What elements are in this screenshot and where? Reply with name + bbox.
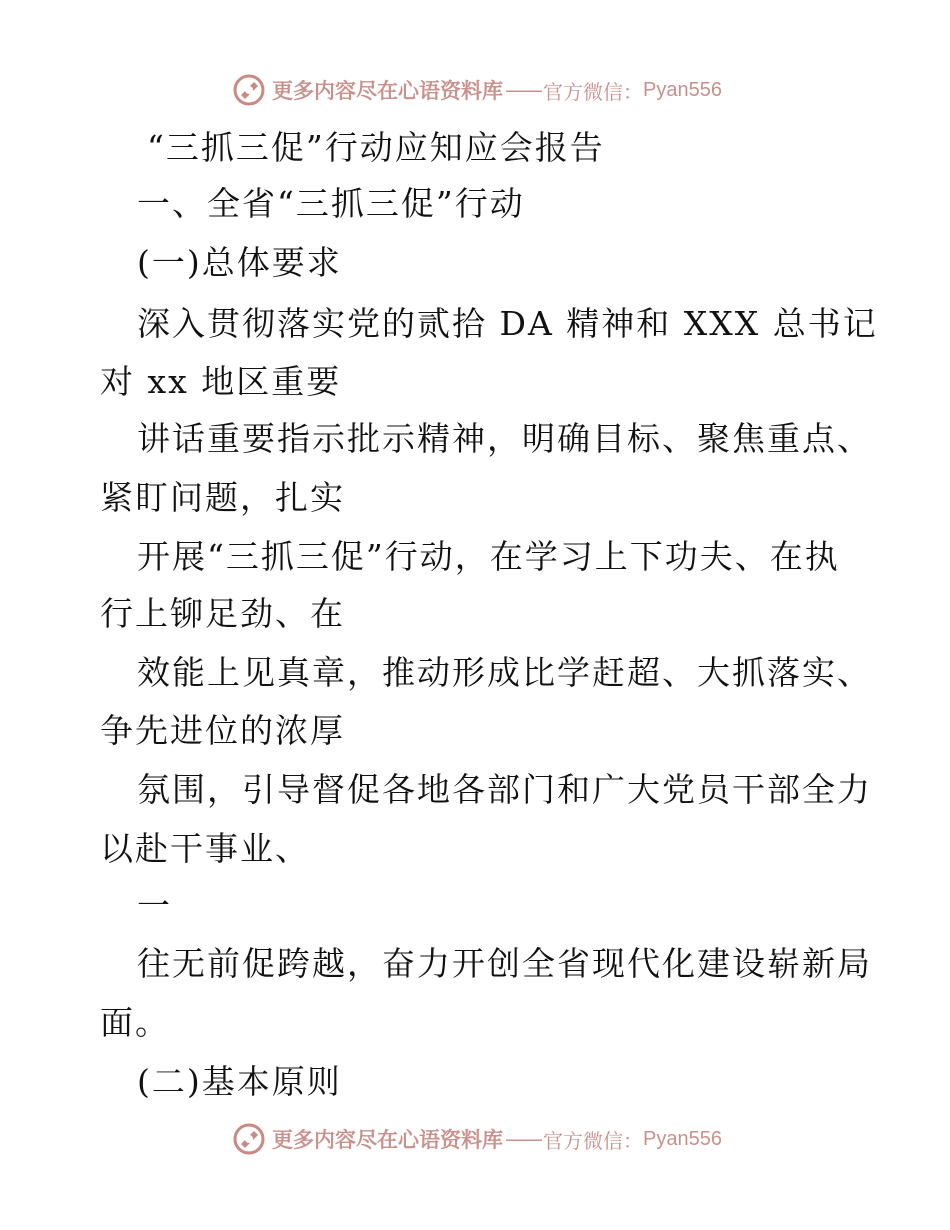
watermark-label: 官方微信： [543,79,643,104]
paragraph-line: 对 xx 地区重要 [100,362,342,401]
watermark-dash: —— [505,1127,541,1151]
paragraph-line: 氛围，引导督促各地各部门和广大党员干部全力 [137,770,872,809]
paragraph-line: 效能上见真章，推动形成比学赶超、大抓落实、 [137,653,872,692]
watermark-banner-top [232,72,722,108]
paragraph-line: 面。 [100,1003,170,1042]
document-title: “三抓三促”行动应知应会报告 [147,128,605,167]
paragraph-line: 一 [137,886,172,925]
paragraph-line: 以赴干事业、 [100,829,310,868]
watermark-banner-bottom [232,1121,722,1157]
stamp-logo-icon [232,73,266,107]
paragraph-line: 行上铆足劲、在 [100,594,345,633]
paragraph-line: 开展“三抓三促”行动，在学习上下功夫、在执 [137,537,840,576]
watermark-dash: —— [505,78,541,102]
paragraph-line: 争先进位的浓厚 [100,711,345,750]
subsection-heading-2: (二)基本原则 [137,1062,342,1101]
watermark-site-name: 更多内容尽在心语资料库 [272,1127,503,1152]
watermark-label: 官方微信： [543,1128,643,1153]
watermark-site-name: 更多内容尽在心语资料库 [272,78,503,103]
paragraph-line: 讲话重要指示批示精神，明确目标、聚焦重点、 [137,419,872,458]
paragraph-line: 深入贯彻落实党的贰拾 DA 精神和 XXX 总书记 [137,304,878,343]
watermark-id: Pyan556 [643,1127,722,1150]
section-heading-1: 一、全省“三抓三促”行动 [137,184,525,223]
watermark-id: Pyan556 [643,78,722,101]
subsection-heading-1: (一)总体要求 [137,243,342,282]
paragraph-line: 往无前促跨越，奋力开创全省现代化建设崭新局 [137,944,872,983]
stamp-logo-icon [232,1122,266,1156]
paragraph-line: 紧盯问题，扎实 [100,478,345,517]
